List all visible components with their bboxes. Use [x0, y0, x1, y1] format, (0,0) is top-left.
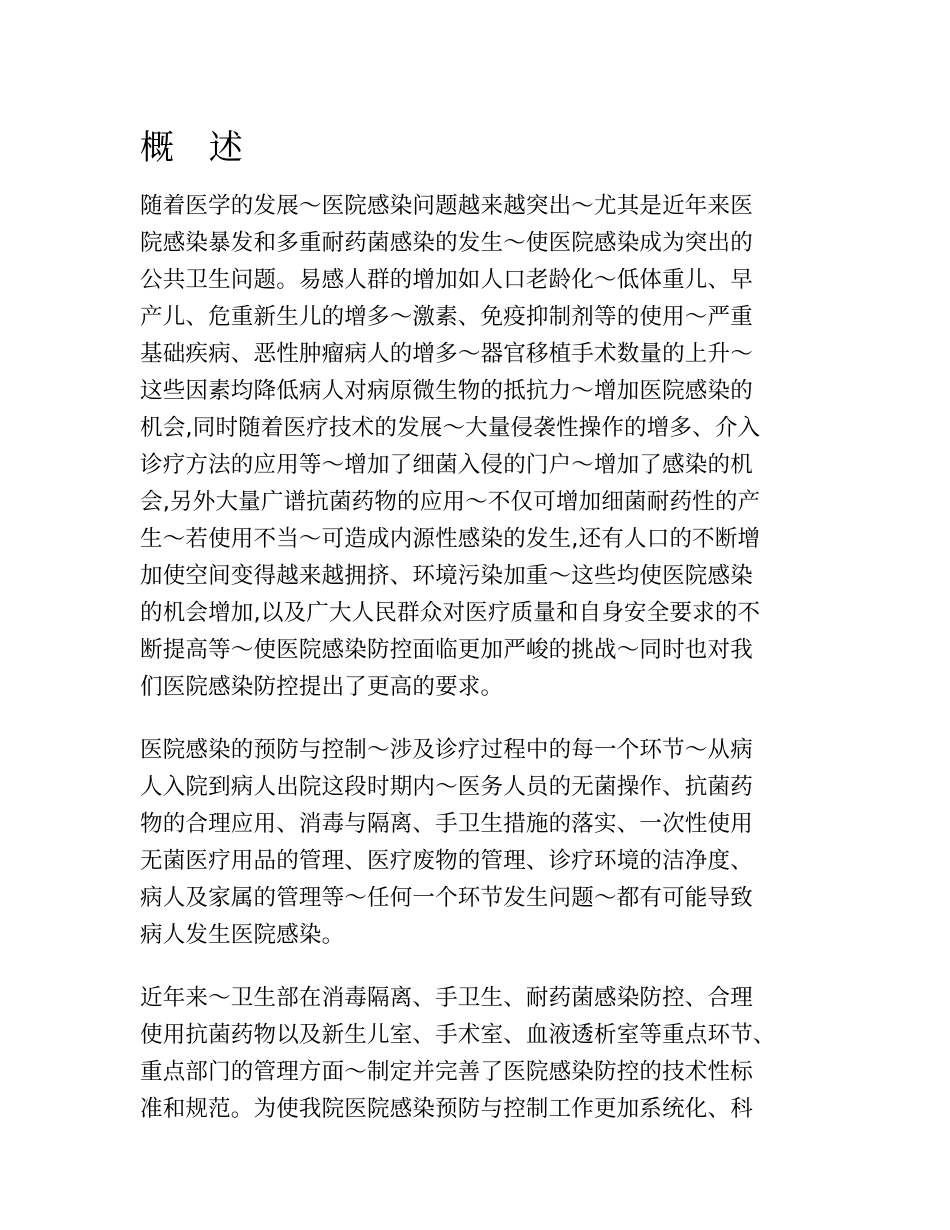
document-title: 概 述	[140, 128, 255, 168]
text-line: 重点部门的管理方面～制定并完善了医院感染防控的技术性标	[140, 1059, 753, 1085]
text-line: 院感染暴发和多重耐药菌感染的发生～使医院感染成为突出的	[140, 230, 753, 256]
text-line: 物的合理应用、消毒与隔离、手卫生措施的落实、一次性使用	[140, 811, 753, 837]
text-line: 人入院到病人出院这段时期内～医务人员的无菌操作、抗菌药	[140, 774, 753, 800]
text-line: 们医院感染防控提出了更高的要求。	[140, 674, 504, 700]
text-line: 公共卫生问题。易感人群的增加如人口老龄化～低体重儿、早	[140, 267, 753, 293]
text-line: 产儿、危重新生儿的增多～激素、免疫抑制剂等的使用～严重	[140, 304, 753, 330]
paragraph-1	[140, 188, 810, 706]
text-line: 使用抗菌药物以及新生儿室、手术室、血液透析室等重点环节、	[140, 1022, 776, 1048]
text-line: 这些因素均降低病人对病原微生物的抵抗力～增加医院感染的	[140, 378, 753, 404]
text-line: 病人及家属的管理等～任何一个环节发生问题～都有可能导致	[140, 885, 753, 911]
text-line: 基础疾病、恶性肿瘤病人的增多～器官移植手术数量的上升～	[140, 341, 753, 367]
text-line: 随着医学的发展～医院感染问题越来越突出～尤其是近年来医	[140, 193, 753, 219]
text-line: 医院感染的预防与控制～涉及诊疗过程中的每一个环节～从病	[140, 737, 753, 763]
paragraph-2	[140, 732, 810, 954]
paragraph-3	[140, 980, 810, 1128]
text-line: 病人发生医院感染。	[140, 922, 345, 948]
document-page	[140, 126, 810, 1154]
text-line: 加使空间变得越来越拥挤、环境污染加重～这些均使医院感染	[140, 563, 753, 589]
text-line: 的机会增加,以及广大人民群众对医疗质量和自身安全要求的不	[140, 600, 761, 626]
text-line: 会,另外大量广谱抗菌药物的应用～不仅可增加细菌耐药性的产	[140, 489, 761, 515]
text-line: 机会,同时随着医疗技术的发展～大量侵袭性操作的增多、介入	[140, 415, 761, 441]
text-line: 生～若使用不当～可造成内源性感染的发生,还有人口的不断增	[140, 526, 761, 552]
text-line: 准和规范。为使我院医院感染预防与控制工作更加系统化、科	[140, 1096, 753, 1122]
text-line: 断提高等～使医院感染防控面临更加严峻的挑战～同时也对我	[140, 637, 753, 663]
text-line: 近年来～卫生部在消毒隔离、手卫生、耐药菌感染防控、合理	[140, 985, 753, 1011]
text-line: 诊疗方法的应用等～增加了细菌入侵的门户～增加了感染的机	[140, 452, 753, 478]
text-line: 无菌医疗用品的管理、医疗废物的管理、诊疗环境的洁净度、	[140, 848, 753, 874]
